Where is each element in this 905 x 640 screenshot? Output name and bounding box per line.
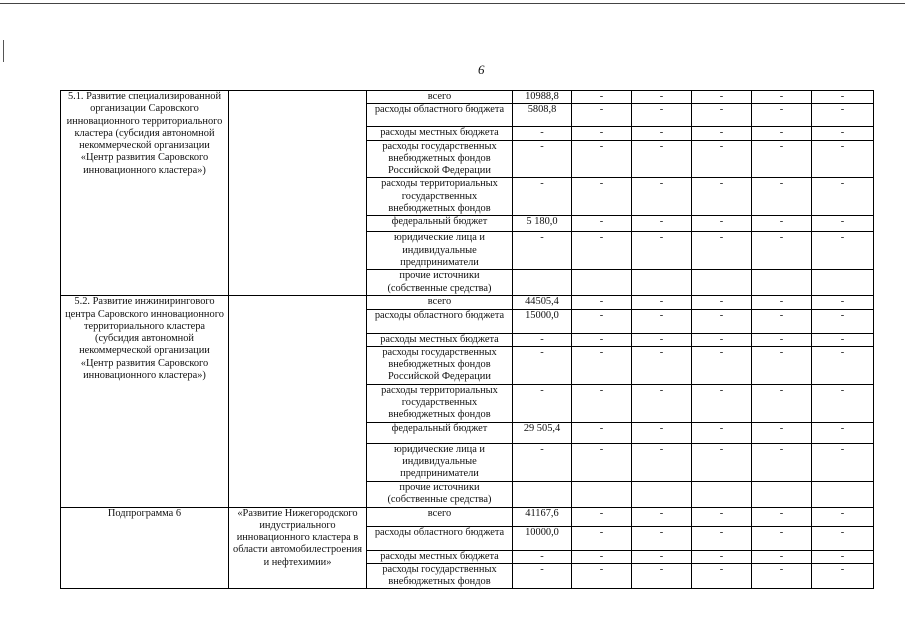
year-value-cell: -	[752, 91, 812, 104]
amount-cell: -	[513, 563, 572, 589]
amount-cell: 5808,8	[513, 104, 572, 127]
amount-cell: 5 180,0	[513, 216, 572, 232]
year-value-cell: -	[572, 443, 632, 481]
year-value-cell: -	[752, 127, 812, 140]
year-value-cell: -	[632, 563, 692, 589]
funding-source: расходы областного бюджета	[367, 526, 513, 550]
year-value-cell	[692, 481, 752, 507]
funding-source: расходы местных бюджета	[367, 127, 513, 140]
year-value-cell: -	[632, 384, 692, 422]
year-value-cell: -	[632, 346, 692, 384]
section-detail	[229, 296, 367, 507]
year-value-cell: -	[632, 232, 692, 270]
year-value-cell: -	[572, 563, 632, 589]
year-value-cell: -	[812, 127, 874, 140]
year-value-cell: -	[812, 550, 874, 563]
year-value-cell: -	[812, 309, 874, 333]
year-value-cell: -	[692, 526, 752, 550]
amount-cell: -	[513, 346, 572, 384]
section-detail: «Развитие Нижегородского индустриального инновационного кластера в области автомобилестроения и нефтехимии»	[229, 507, 367, 589]
year-value-cell: -	[572, 140, 632, 178]
year-value-cell: -	[692, 443, 752, 481]
amount-cell: -	[513, 550, 572, 563]
section-detail	[229, 91, 367, 296]
table-row	[61, 91, 874, 104]
amount-cell: -	[513, 140, 572, 178]
amount-cell: 15000,0	[513, 309, 572, 333]
year-value-cell: -	[812, 384, 874, 422]
year-value-cell: -	[632, 507, 692, 526]
year-value-cell	[632, 270, 692, 296]
year-value-cell: -	[632, 127, 692, 140]
year-value-cell: -	[692, 384, 752, 422]
funding-source: прочие источники (собственные средства)	[367, 481, 513, 507]
funding-table	[60, 90, 874, 589]
year-value-cell: -	[692, 296, 752, 309]
year-value-cell: -	[692, 104, 752, 127]
year-value-cell: -	[812, 526, 874, 550]
table-row	[61, 507, 874, 526]
funding-source: расходы территориальных государственных внебюджетных фондов	[367, 384, 513, 422]
year-value-cell: -	[752, 507, 812, 526]
amount-cell: -	[513, 333, 572, 346]
funding-source: юридические лица и индивидуальные предприниматели	[367, 443, 513, 481]
amount-cell: -	[513, 443, 572, 481]
year-value-cell: -	[752, 104, 812, 127]
section-name: 5.1. Развитие специализированной организации Саровского инновационного территориального кластера (субсидия автономной некоммерческой организации «Центр развития Саровского инновационного кластера»)	[61, 91, 229, 296]
year-value-cell: -	[812, 104, 874, 127]
year-value-cell: -	[692, 422, 752, 443]
amount-cell: -	[513, 178, 572, 216]
year-value-cell: -	[752, 296, 812, 309]
year-value-cell	[752, 481, 812, 507]
year-value-cell	[752, 270, 812, 296]
year-value-cell: -	[632, 91, 692, 104]
table-row	[61, 296, 874, 309]
section-name: Подпрограмма 6	[61, 507, 229, 589]
year-value-cell: -	[572, 550, 632, 563]
year-value-cell: -	[572, 526, 632, 550]
year-value-cell: -	[632, 309, 692, 333]
funding-source: расходы территориальных государственных внебюджетных фондов	[367, 178, 513, 216]
funding-source: всего	[367, 91, 513, 104]
year-value-cell	[812, 270, 874, 296]
year-value-cell: -	[812, 216, 874, 232]
funding-source: юридические лица и индивидуальные предприниматели	[367, 232, 513, 270]
year-value-cell: -	[692, 507, 752, 526]
year-value-cell: -	[812, 507, 874, 526]
year-value-cell: -	[692, 550, 752, 563]
year-value-cell	[572, 270, 632, 296]
year-value-cell: -	[572, 91, 632, 104]
funding-source: расходы местных бюджета	[367, 333, 513, 346]
year-value-cell: -	[752, 309, 812, 333]
year-value-cell: -	[752, 384, 812, 422]
year-value-cell: -	[812, 140, 874, 178]
year-value-cell	[572, 481, 632, 507]
amount-cell: 29 505,4	[513, 422, 572, 443]
funding-source: федеральный бюджет	[367, 422, 513, 443]
year-value-cell: -	[632, 526, 692, 550]
section-name: 5.2. Развитие инжинирингового центра Саровского инновационного территориального кластера (субсидия автономной некоммерческой организации «Центр развития Саровского инновационного кластера»)	[61, 296, 229, 507]
year-value-cell: -	[812, 91, 874, 104]
year-value-cell: -	[752, 563, 812, 589]
amount-cell	[513, 481, 572, 507]
year-value-cell: -	[752, 232, 812, 270]
year-value-cell: -	[752, 526, 812, 550]
year-value-cell	[692, 270, 752, 296]
amount-cell: 41167,6	[513, 507, 572, 526]
year-value-cell: -	[812, 232, 874, 270]
year-value-cell: -	[692, 127, 752, 140]
year-value-cell: -	[752, 550, 812, 563]
year-value-cell: -	[752, 422, 812, 443]
year-value-cell: -	[692, 178, 752, 216]
amount-cell: -	[513, 127, 572, 140]
year-value-cell: -	[812, 346, 874, 384]
year-value-cell: -	[572, 216, 632, 232]
amount-cell	[513, 270, 572, 296]
year-value-cell: -	[752, 216, 812, 232]
year-value-cell: -	[632, 443, 692, 481]
year-value-cell: -	[572, 507, 632, 526]
year-value-cell	[632, 481, 692, 507]
year-value-cell: -	[572, 309, 632, 333]
year-value-cell: -	[632, 333, 692, 346]
year-value-cell: -	[692, 91, 752, 104]
year-value-cell: -	[752, 178, 812, 216]
funding-source: расходы местных бюджета	[367, 550, 513, 563]
year-value-cell: -	[812, 333, 874, 346]
year-value-cell: -	[812, 443, 874, 481]
year-value-cell: -	[692, 309, 752, 333]
year-value-cell: -	[572, 333, 632, 346]
year-value-cell: -	[812, 563, 874, 589]
year-value-cell: -	[752, 333, 812, 346]
year-value-cell: -	[572, 296, 632, 309]
year-value-cell: -	[572, 232, 632, 270]
table-body	[61, 91, 874, 589]
year-value-cell: -	[632, 140, 692, 178]
year-value-cell: -	[632, 550, 692, 563]
year-value-cell: -	[572, 422, 632, 443]
page-number: 6	[478, 62, 485, 77]
amount-cell: 10988,8	[513, 91, 572, 104]
year-value-cell: -	[752, 140, 812, 178]
year-value-cell: -	[572, 346, 632, 384]
year-value-cell: -	[632, 296, 692, 309]
year-value-cell: -	[632, 178, 692, 216]
funding-source: всего	[367, 296, 513, 309]
year-value-cell: -	[752, 346, 812, 384]
year-value-cell: -	[692, 140, 752, 178]
funding-source: расходы государственных внебюджетных фондов Российской Федерации	[367, 346, 513, 384]
amount-cell: 44505,4	[513, 296, 572, 309]
year-value-cell: -	[692, 346, 752, 384]
amount-cell: -	[513, 384, 572, 422]
year-value-cell: -	[572, 178, 632, 216]
year-value-cell: -	[572, 104, 632, 127]
year-value-cell	[812, 481, 874, 507]
year-value-cell: -	[812, 422, 874, 443]
year-value-cell: -	[572, 127, 632, 140]
funding-source: всего	[367, 507, 513, 526]
year-value-cell: -	[692, 216, 752, 232]
funding-source: расходы областного бюджета	[367, 309, 513, 333]
margin-mark	[3, 40, 4, 62]
funding-source: расходы государственных внебюджетных фондов Российской Федерации	[367, 140, 513, 178]
year-value-cell: -	[812, 178, 874, 216]
year-value-cell: -	[692, 232, 752, 270]
funding-source: расходы областного бюджета	[367, 104, 513, 127]
funding-source: федеральный бюджет	[367, 216, 513, 232]
amount-cell: -	[513, 232, 572, 270]
year-value-cell: -	[692, 563, 752, 589]
year-value-cell: -	[572, 384, 632, 422]
year-value-cell: -	[692, 333, 752, 346]
year-value-cell: -	[812, 296, 874, 309]
year-value-cell: -	[752, 443, 812, 481]
year-value-cell: -	[632, 422, 692, 443]
funding-source: прочие источники (собственные средства)	[367, 270, 513, 296]
year-value-cell: -	[632, 216, 692, 232]
amount-cell: 10000,0	[513, 526, 572, 550]
top-rule	[0, 3, 905, 4]
year-value-cell: -	[632, 104, 692, 127]
funding-source: расходы государственных внебюджетных фондов	[367, 563, 513, 589]
